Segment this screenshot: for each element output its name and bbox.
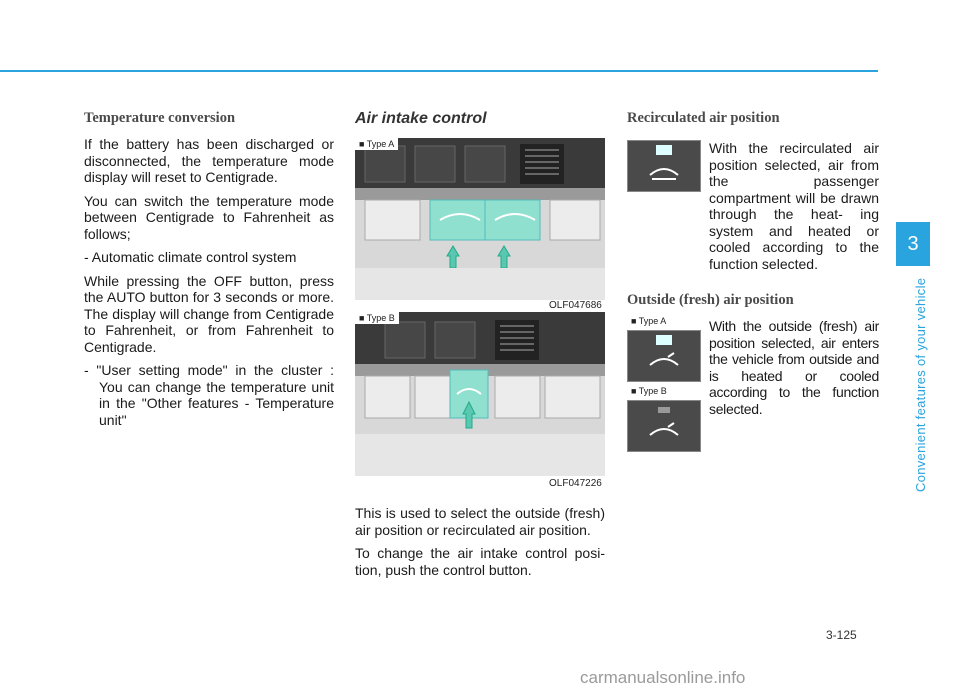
temperature-conversion-section (84, 110, 334, 435)
figure-code: OLF047226 (549, 478, 602, 489)
recirculated-section (627, 110, 879, 136)
air-intake-section (355, 110, 605, 140)
figure-label: ■ Type B (355, 312, 399, 324)
paragraph: With the outside (fresh) air position selected, air enters the vehicle from outside and is heated or cooled according to the function selected. (709, 318, 879, 417)
outside-air-icon (628, 401, 700, 451)
paragraph: You can switch the temperature mode between Centigrade to Fahrenheit as follows; (84, 192, 334, 242)
list-item: - Automatic climate control system (84, 249, 297, 265)
figure-type-b (355, 312, 605, 476)
outside-air-button-type-b (627, 400, 701, 452)
type-a-label: ■ Type A (627, 315, 670, 327)
section-heading: Recirculated air position (627, 110, 780, 126)
figure-code: OLF047686 (549, 300, 602, 311)
recirculated-button-image (627, 140, 701, 192)
header-rule (0, 70, 878, 72)
paragraph: To change the air intake control posi- tion, push the control button. (355, 545, 605, 578)
recirculated-text (709, 140, 879, 279)
paragraph: This is used to select the outside (fresh) air position or recirculated air position. (355, 505, 605, 538)
control-panel-illustration (355, 312, 605, 476)
section-heading: Air intake control (355, 110, 487, 127)
recirculation-icon (628, 141, 700, 191)
list-item: - "User setting mode" in the cluster : You can change the temperature unit in the "Other features - Temperature unit" (84, 362, 334, 428)
chapter-title-text: Convenient features of your vehicle (913, 277, 928, 492)
paragraph: While pressing the OFF button, press the AUTO button for 3 seconds or more. The display will change from Centigrade to Fahrenheit, or from Fahrenheit to Centigrade. (84, 272, 334, 355)
chapter-tab: 3 (896, 222, 930, 266)
type-b-label: ■ Type B (627, 385, 671, 397)
control-panel-illustration (355, 138, 605, 300)
section-heading: Outside (fresh) air position (627, 292, 794, 308)
outside-text (709, 318, 879, 424)
air-intake-text (355, 505, 605, 585)
figure-type-a (355, 138, 605, 300)
outside-air-icon (628, 331, 700, 381)
outside-air-button-type-a (627, 330, 701, 382)
section-heading: Temperature conversion (84, 110, 236, 126)
page-number: 3-125 (826, 628, 857, 642)
chapter-title (911, 262, 931, 492)
figure-label: ■ Type A (355, 138, 398, 150)
paragraph: If the battery has been discharged or disconnected, the temperature mode display will reset to Centigrade. (84, 136, 334, 185)
paragraph: With the recirculated air position selected, air from the passenger compartment will be drawn through the heat- ing system and heated or cooled according to the function selected. (709, 140, 879, 272)
watermark: carmanualsonline.info (580, 668, 746, 687)
